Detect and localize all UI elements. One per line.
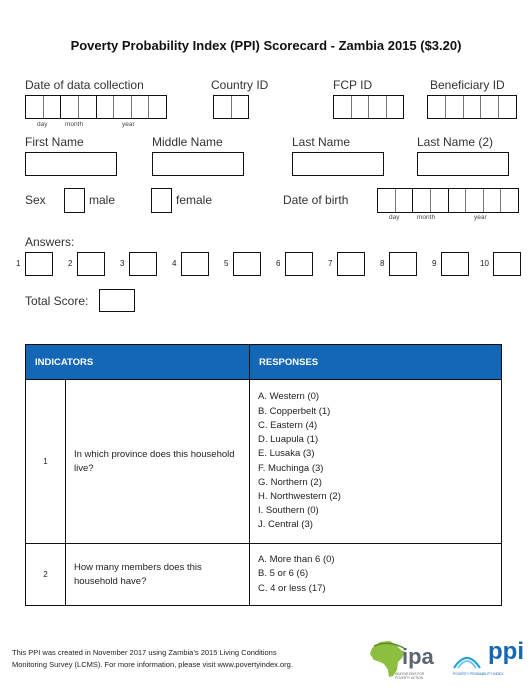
answer-box-1[interactable] bbox=[25, 252, 53, 276]
response-option[interactable]: A. More than 6 (0) bbox=[258, 554, 335, 566]
middle-name-label: Middle Name bbox=[152, 135, 223, 149]
last-name-field[interactable] bbox=[292, 152, 384, 176]
responses-header: RESPONSES bbox=[250, 345, 502, 380]
sex-label: Sex bbox=[25, 193, 46, 207]
answers-label: Answers: bbox=[25, 235, 75, 249]
answer-number-5: 5 bbox=[224, 259, 229, 268]
date-day-label: day bbox=[37, 121, 48, 128]
indicators-table bbox=[25, 344, 502, 606]
dob-day-label: day bbox=[389, 214, 400, 221]
last-name-label: Last Name bbox=[292, 135, 351, 149]
last-name-2-field[interactable] bbox=[417, 152, 509, 176]
dob-label: Date of birth bbox=[283, 193, 349, 207]
response-option[interactable]: B. 5 or 6 (6) bbox=[258, 568, 309, 580]
middle-name-field[interactable] bbox=[152, 152, 244, 176]
response-option[interactable]: J. Central (3) bbox=[258, 519, 313, 531]
response-option[interactable]: F. Muchinga (3) bbox=[258, 462, 324, 474]
female-label: female bbox=[176, 193, 213, 207]
response-option[interactable]: B. Copperbelt (1) bbox=[258, 405, 331, 417]
page-title: Poverty Probability Index (PPI) Scorecard - Zambia 2015 ($3.20) bbox=[70, 38, 462, 53]
footer-line-1: This PPI was created in November 2017 using Zambia’s 2015 Living Conditions bbox=[12, 648, 277, 657]
male-label: male bbox=[89, 193, 116, 207]
total-score-label: Total Score: bbox=[25, 294, 89, 308]
response-option[interactable]: I. Southern (0) bbox=[258, 505, 319, 517]
dob-year-label: year bbox=[474, 214, 487, 221]
date-year-label: year bbox=[122, 121, 135, 128]
country-id-label: Country ID bbox=[211, 78, 269, 92]
fcp-id-field[interactable] bbox=[333, 95, 404, 119]
answer-box-7[interactable] bbox=[337, 252, 365, 276]
response-option[interactable]: C. 4 or less (17) bbox=[258, 582, 326, 594]
indicator-row bbox=[26, 544, 502, 606]
answer-number-4: 4 bbox=[172, 259, 177, 268]
ppi-arc-icon bbox=[452, 648, 482, 672]
answer-box-4[interactable] bbox=[181, 252, 209, 276]
answer-number-1: 1 bbox=[16, 259, 21, 268]
answer-number-10: 10 bbox=[480, 259, 489, 268]
answer-box-2[interactable] bbox=[77, 252, 105, 276]
ppi-logo bbox=[452, 640, 527, 680]
ppi-tagline: POVERTY PROBABILITY INDEX bbox=[453, 672, 504, 676]
female-checkbox[interactable] bbox=[151, 188, 172, 213]
footer-line-2: Monitoring Survey (LCMS). For more information, please visit www.povertyindex.org. bbox=[12, 660, 293, 669]
date-month-label: month bbox=[65, 121, 84, 128]
dob-month-label: month bbox=[417, 214, 436, 221]
ppi-wordmark: ppi bbox=[488, 638, 524, 665]
response-option[interactable]: G. Northern (2) bbox=[258, 476, 322, 488]
response-option[interactable]: E. Lusaka (3) bbox=[258, 448, 315, 460]
indicator-row bbox=[26, 380, 502, 544]
ipa-wordmark: ipa bbox=[402, 644, 434, 669]
footer-note bbox=[12, 647, 352, 671]
ipa-tagline: INNOVATIONS FOR POVERTY ACTION bbox=[395, 672, 425, 680]
answer-number-9: 9 bbox=[432, 259, 437, 268]
answer-number-7: 7 bbox=[328, 259, 333, 268]
male-checkbox[interactable] bbox=[64, 188, 85, 213]
indicator-number: 2 bbox=[26, 544, 66, 606]
answer-number-8: 8 bbox=[380, 259, 385, 268]
indicator-responses bbox=[250, 544, 502, 606]
answer-box-9[interactable] bbox=[441, 252, 469, 276]
answer-box-10[interactable] bbox=[493, 252, 521, 276]
indicator-responses bbox=[250, 380, 502, 544]
dob-field[interactable] bbox=[377, 188, 519, 213]
indicator-question: How many members does this household have? bbox=[66, 544, 250, 606]
response-option[interactable]: H. Northwestern (2) bbox=[258, 490, 341, 502]
answer-box-5[interactable] bbox=[233, 252, 261, 276]
answer-box-6[interactable] bbox=[285, 252, 313, 276]
answer-box-3[interactable] bbox=[129, 252, 157, 276]
response-option[interactable]: D. Luapula (1) bbox=[258, 434, 319, 446]
fcp-id-label: FCP ID bbox=[333, 78, 373, 92]
response-option[interactable]: C. Eastern (4) bbox=[258, 419, 318, 431]
beneficiary-id-label: Beneficiary ID bbox=[430, 78, 505, 92]
indicators-header: INDICATORS bbox=[26, 345, 250, 380]
total-score-field[interactable] bbox=[99, 289, 135, 312]
last-name-2-label: Last Name (2) bbox=[417, 135, 494, 149]
beneficiary-id-field[interactable] bbox=[427, 95, 517, 119]
indicator-number: 1 bbox=[26, 380, 66, 544]
answer-number-2: 2 bbox=[68, 259, 73, 268]
first-name-label: First Name bbox=[25, 135, 84, 149]
date-label: Date of data collection bbox=[25, 78, 144, 92]
response-option[interactable]: A. Western (0) bbox=[258, 391, 320, 403]
answer-box-8[interactable] bbox=[389, 252, 417, 276]
country-id-field[interactable] bbox=[213, 95, 249, 119]
answer-number-6: 6 bbox=[276, 259, 281, 268]
indicator-question: In which province does this household live? bbox=[66, 380, 250, 544]
first-name-field[interactable] bbox=[25, 152, 117, 176]
date-collection-field[interactable] bbox=[25, 95, 167, 119]
ipa-logo bbox=[368, 640, 440, 680]
answer-number-3: 3 bbox=[120, 259, 125, 268]
